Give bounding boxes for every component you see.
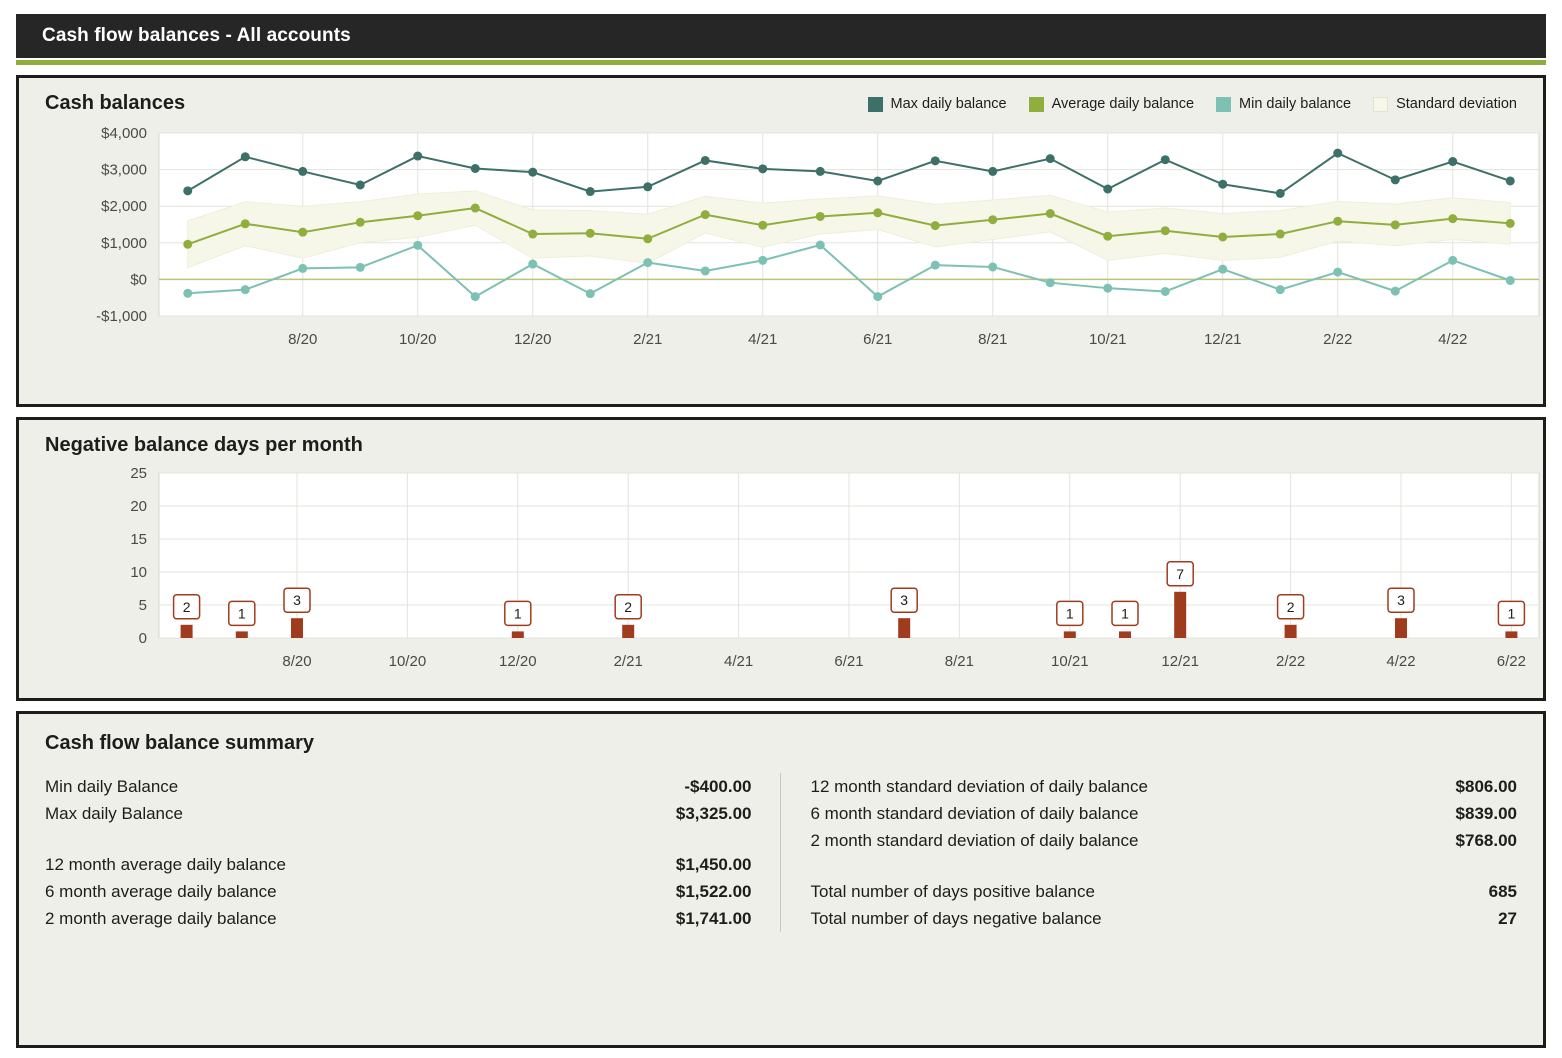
svg-text:20: 20 <box>130 498 147 515</box>
summary-panel <box>16 711 1546 1048</box>
legend-item <box>1029 96 1194 112</box>
svg-text:12/21: 12/21 <box>1203 331 1242 348</box>
svg-text:15: 15 <box>130 531 147 548</box>
cash-balances-svg <box>19 121 1562 371</box>
svg-text:25: 25 <box>130 465 147 482</box>
header-accent-rule <box>16 60 1546 65</box>
svg-text:6/22: 6/22 <box>1496 653 1527 670</box>
svg-text:$1,000: $1,000 <box>101 234 147 252</box>
svg-text:$3,000: $3,000 <box>101 161 147 179</box>
summary-label: Max daily Balance <box>45 804 183 823</box>
summary-row <box>45 878 752 905</box>
svg-text:8/20: 8/20 <box>288 331 318 348</box>
summary-row <box>45 851 752 878</box>
header-bar <box>16 14 1546 58</box>
svg-text:10: 10 <box>130 564 147 581</box>
svg-text:10/20: 10/20 <box>388 653 427 670</box>
summary-value: $1,450.00 <box>675 855 752 874</box>
negative-days-title: Negative balance days per month <box>45 434 363 456</box>
svg-text:8/21: 8/21 <box>978 331 1008 348</box>
summary-label: 12 month standard deviation of daily balance <box>810 777 1148 796</box>
summary-value: 685 <box>1488 882 1517 901</box>
svg-text:3: 3 <box>900 592 909 609</box>
svg-text:2: 2 <box>624 598 633 615</box>
legend-label: Max daily balance <box>890 96 1007 112</box>
svg-text:2/21: 2/21 <box>613 653 643 670</box>
summary-label: Min daily Balance <box>45 777 179 796</box>
svg-text:8/21: 8/21 <box>944 653 975 670</box>
cash-balances-title: Cash balances <box>45 92 186 114</box>
cash-balances-chart <box>19 121 1543 371</box>
svg-text:12/21: 12/21 <box>1161 653 1199 670</box>
svg-text:8/20: 8/20 <box>282 653 312 670</box>
legend-swatch-icon <box>1216 97 1231 112</box>
svg-text:2/22: 2/22 <box>1323 331 1353 348</box>
svg-text:1: 1 <box>237 605 246 622</box>
svg-text:12/20: 12/20 <box>513 331 552 348</box>
summary-column-right <box>780 773 1518 932</box>
summary-label: 2 month standard deviation of daily balance <box>810 831 1139 850</box>
negative-days-panel <box>16 417 1546 701</box>
legend-item <box>868 96 1007 112</box>
svg-text:$0: $0 <box>130 271 147 289</box>
legend-item <box>1373 96 1517 112</box>
negative-days-svg <box>19 463 1562 693</box>
svg-text:1: 1 <box>1065 605 1074 622</box>
summary-value: 27 <box>1498 909 1517 928</box>
svg-text:3: 3 <box>293 592 301 609</box>
legend-label: Min daily balance <box>1239 96 1352 112</box>
legend-label: Average daily balance <box>1051 96 1195 112</box>
negative-days-chart <box>19 463 1543 693</box>
summary-column-left <box>45 773 780 932</box>
summary-spacer <box>811 854 1518 878</box>
svg-text:4/22: 4/22 <box>1386 653 1416 670</box>
legend-item <box>1216 96 1351 112</box>
svg-text:7: 7 <box>1176 565 1185 582</box>
summary-value: $1,522.00 <box>675 882 752 901</box>
cash-balances-legend <box>868 96 1517 112</box>
legend-swatch-icon <box>1373 97 1388 112</box>
summary-row <box>811 827 1518 854</box>
svg-text:$4,000: $4,000 <box>101 125 147 142</box>
summary-label: 6 month average daily balance <box>45 882 277 901</box>
summary-row <box>811 905 1518 932</box>
page-title: Cash flow balances - All accounts <box>42 25 351 46</box>
summary-label: Total number of days positive balance <box>810 882 1095 901</box>
svg-text:5: 5 <box>138 597 147 614</box>
svg-text:$2,000: $2,000 <box>101 198 147 216</box>
summary-label: 6 month standard deviation of daily balance <box>810 804 1139 823</box>
summary-value: $839.00 <box>1455 804 1517 823</box>
svg-text:0: 0 <box>138 630 147 647</box>
svg-text:1: 1 <box>513 605 522 622</box>
svg-text:2: 2 <box>182 598 191 615</box>
svg-text:4/21: 4/21 <box>723 653 754 670</box>
svg-text:4/22: 4/22 <box>1438 331 1468 348</box>
legend-swatch-icon <box>1029 97 1044 112</box>
summary-label: Total number of days negative balance <box>810 909 1102 928</box>
summary-row <box>45 773 752 800</box>
svg-text:6/21: 6/21 <box>863 331 893 348</box>
svg-text:10/20: 10/20 <box>398 331 437 348</box>
svg-text:-$1,000: -$1,000 <box>96 308 147 325</box>
svg-text:2/22: 2/22 <box>1275 653 1306 670</box>
svg-text:2/21: 2/21 <box>633 331 663 348</box>
summary-body <box>19 769 1543 954</box>
svg-text:4/21: 4/21 <box>748 331 778 348</box>
svg-text:6/21: 6/21 <box>834 653 864 670</box>
summary-value: -$400.00 <box>684 777 752 796</box>
svg-text:1: 1 <box>1507 605 1516 622</box>
svg-text:2: 2 <box>1286 598 1295 615</box>
svg-text:3: 3 <box>1397 592 1405 609</box>
svg-text:10/21: 10/21 <box>1088 331 1127 348</box>
cash-balances-panel <box>16 75 1546 407</box>
summary-row <box>811 800 1518 827</box>
svg-text:10/21: 10/21 <box>1051 653 1089 670</box>
summary-title: Cash flow balance summary <box>45 732 314 754</box>
summary-value: $768.00 <box>1455 831 1517 850</box>
summary-value: $806.00 <box>1455 777 1517 796</box>
summary-row <box>811 773 1518 800</box>
summary-value: $1,741.00 <box>675 909 752 928</box>
legend-swatch-icon <box>868 97 883 112</box>
svg-text:1: 1 <box>1121 605 1129 622</box>
legend-label: Standard deviation <box>1396 96 1517 112</box>
summary-label: 2 month average daily balance <box>45 909 277 928</box>
header <box>16 14 1546 65</box>
summary-spacer <box>45 827 752 851</box>
summary-row <box>811 878 1518 905</box>
svg-text:12/20: 12/20 <box>499 653 537 670</box>
summary-row <box>45 800 752 827</box>
summary-row <box>45 905 752 932</box>
summary-label: 12 month average daily balance <box>45 855 286 874</box>
summary-value: $3,325.00 <box>675 804 752 823</box>
